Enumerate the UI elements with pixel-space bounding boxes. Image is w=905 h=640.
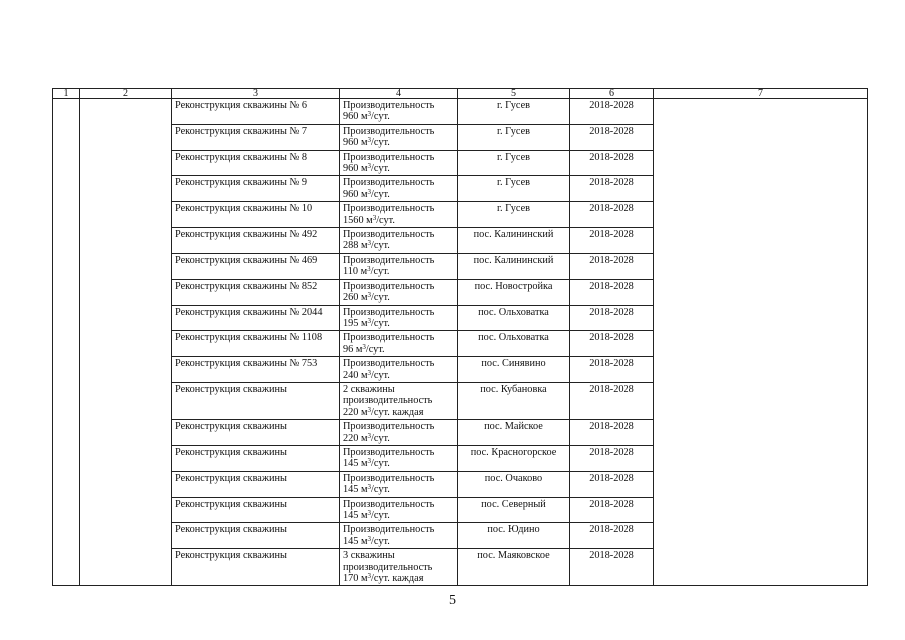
- table-body: [53, 99, 868, 586]
- location-cell: пос. Очаково: [458, 471, 570, 497]
- column-2-merged-cell: [80, 99, 172, 586]
- wells-reconstruction-table: [52, 88, 868, 586]
- capacity-cell: [340, 124, 458, 150]
- location-cell: пос. Северный: [458, 497, 570, 523]
- capacity-cell: [340, 253, 458, 279]
- period-cell: 2018-2028: [570, 420, 654, 446]
- capacity-line: Производительность: [343, 472, 435, 484]
- capacity-line: Производительность: [343, 524, 435, 536]
- location-cell: пос. Юдино: [458, 523, 570, 549]
- work-name-cell: Реконструкция скважины № 469: [172, 253, 340, 279]
- capacity-cell: [340, 331, 458, 357]
- capacity-line: 145 $м^3$/сут.: [343, 457, 390, 470]
- work-name-cell: Реконструкция скважины № 1108: [172, 331, 340, 357]
- work-name-cell: Реконструкция скважины: [172, 549, 340, 586]
- period-cell: 2018-2028: [570, 305, 654, 331]
- period-cell: 2018-2028: [570, 150, 654, 176]
- column-number-2: 2: [80, 89, 172, 99]
- period-cell: 2018-2028: [570, 382, 654, 419]
- capacity-cell: [340, 176, 458, 202]
- location-cell: г. Гусев: [458, 99, 570, 125]
- capacity-line: Производительность: [343, 332, 435, 344]
- capacity-line: 960 $м^3$/сут.: [343, 110, 390, 123]
- capacity-cell: [340, 445, 458, 471]
- location-cell: пос. Синявино: [458, 357, 570, 383]
- work-name-cell: Реконструкция скважины № 852: [172, 279, 340, 305]
- column-number-7: 7: [654, 89, 868, 99]
- column-number-3: 3: [172, 89, 340, 99]
- capacity-line: Производительность: [343, 151, 435, 163]
- capacity-line: 288 $м^3$/сут.: [343, 239, 390, 252]
- capacity-line: 240 $м^3$/сут.: [343, 368, 390, 381]
- period-cell: 2018-2028: [570, 202, 654, 228]
- capacity-line: 170 $м^3$/сут. каждая: [343, 572, 424, 585]
- capacity-cell: [340, 420, 458, 446]
- location-cell: г. Гусев: [458, 176, 570, 202]
- capacity-cell: [340, 305, 458, 331]
- capacity-cell: [340, 471, 458, 497]
- capacity-cell: [340, 549, 458, 586]
- capacity-line: 145 $м^3$/сут.: [343, 534, 390, 547]
- period-cell: 2018-2028: [570, 99, 654, 125]
- capacity-cell: [340, 150, 458, 176]
- capacity-cell: [340, 202, 458, 228]
- capacity-line: Производительность: [343, 100, 435, 111]
- work-name-cell: Реконструкция скважины № 6: [172, 99, 340, 125]
- work-name-cell: Реконструкция скважины: [172, 471, 340, 497]
- capacity-line: 110 $м^3$/сут.: [343, 265, 390, 278]
- period-cell: 2018-2028: [570, 357, 654, 383]
- location-cell: пос. Калининский: [458, 228, 570, 254]
- location-cell: г. Гусев: [458, 150, 570, 176]
- capacity-cell: [340, 99, 458, 125]
- capacity-line: 2 скважины: [343, 383, 395, 395]
- work-name-cell: Реконструкция скважины: [172, 445, 340, 471]
- capacity-line: Производительность: [343, 280, 435, 292]
- capacity-cell: [340, 382, 458, 419]
- page-number: 5: [449, 593, 456, 608]
- period-cell: 2018-2028: [570, 497, 654, 523]
- work-name-cell: Реконструкция скважины: [172, 382, 340, 419]
- capacity-line: 960 $м^3$/сут.: [343, 136, 390, 149]
- location-cell: пос. Красногорское: [458, 445, 570, 471]
- period-cell: 2018-2028: [570, 253, 654, 279]
- location-cell: пос. Новостройка: [458, 279, 570, 305]
- capacity-line: 145 $м^3$/сут.: [343, 509, 390, 521]
- capacity-line: Производительность: [343, 358, 435, 370]
- work-name-cell: Реконструкция скважины № 753: [172, 357, 340, 383]
- period-cell: 2018-2028: [570, 523, 654, 549]
- capacity-line: Производительность: [343, 498, 435, 510]
- capacity-line: 96 $м^3$/сут.: [343, 342, 385, 355]
- capacity-line: производительность: [343, 395, 433, 407]
- capacity-line: Производительность: [343, 254, 435, 266]
- capacity-cell: [340, 357, 458, 383]
- capacity-line: производительность: [343, 561, 433, 573]
- column-number-5: 5: [458, 89, 570, 99]
- period-cell: 2018-2028: [570, 228, 654, 254]
- period-cell: 2018-2028: [570, 549, 654, 586]
- capacity-cell: [340, 228, 458, 254]
- period-cell: 2018-2028: [570, 176, 654, 202]
- work-name-cell: Реконструкция скважины № 9: [172, 176, 340, 202]
- capacity-line: 220 $м^3$/сут.: [343, 431, 390, 444]
- capacity-line: Производительность: [343, 125, 435, 137]
- location-cell: пос. Ольховатка: [458, 305, 570, 331]
- period-cell: 2018-2028: [570, 471, 654, 497]
- capacity-line: Производительность: [343, 421, 435, 433]
- work-name-cell: Реконструкция скважины № 8: [172, 150, 340, 176]
- work-name-cell: Реконструкция скважины № 10: [172, 202, 340, 228]
- capacity-line: 3 скважины: [343, 550, 395, 562]
- period-cell: 2018-2028: [570, 445, 654, 471]
- location-cell: пос. Маяковское: [458, 549, 570, 586]
- work-name-cell: Реконструкция скважины № 2044: [172, 305, 340, 331]
- capacity-line: 960 $м^3$/сут.: [343, 162, 390, 175]
- capacity-line: 260 $м^3$/сут.: [343, 291, 390, 304]
- period-cell: 2018-2028: [570, 124, 654, 150]
- work-name-cell: Реконструкция скважины: [172, 523, 340, 549]
- column-number-1: 1: [53, 89, 80, 99]
- capacity-line: Производительность: [343, 177, 435, 189]
- column-1-merged-cell: [53, 99, 80, 586]
- location-cell: пос. Калининский: [458, 253, 570, 279]
- location-cell: пос. Кубановка: [458, 382, 570, 419]
- capacity-line: Производительность: [343, 446, 435, 458]
- capacity-line: 960 $м^3$/сут.: [343, 187, 390, 200]
- work-name-cell: Реконструкция скважины: [172, 420, 340, 446]
- capacity-line: 1560 $м^3$/сут.: [343, 213, 395, 226]
- column-7-merged-cell: [654, 99, 868, 586]
- capacity-cell: [340, 279, 458, 305]
- capacity-line: Производительность: [343, 306, 435, 318]
- location-cell: пос. Майское: [458, 420, 570, 446]
- column-numbers-row: [53, 89, 868, 99]
- period-cell: 2018-2028: [570, 279, 654, 305]
- location-cell: пос. Ольховатка: [458, 331, 570, 357]
- location-cell: г. Гусев: [458, 124, 570, 150]
- work-name-cell: Реконструкция скважины: [172, 497, 340, 523]
- period-cell: 2018-2028: [570, 331, 654, 357]
- capacity-line: Производительность: [343, 203, 435, 215]
- capacity-line: 195 $м^3$/сут.: [343, 316, 390, 329]
- capacity-line: Производительность: [343, 229, 435, 241]
- capacity-line: 145 $м^3$/сут.: [343, 483, 390, 496]
- column-number-4: 4: [340, 89, 458, 99]
- location-cell: г. Гусев: [458, 202, 570, 228]
- capacity-cell: [340, 523, 458, 549]
- table-row: [53, 99, 868, 125]
- capacity-cell: [340, 497, 458, 523]
- capacity-line: 220 $м^3$/сут. каждая: [343, 405, 424, 418]
- work-name-cell: Реконструкция скважины № 7: [172, 124, 340, 150]
- work-name-cell: Реконструкция скважины № 492: [172, 228, 340, 254]
- column-number-6: 6: [570, 89, 654, 99]
